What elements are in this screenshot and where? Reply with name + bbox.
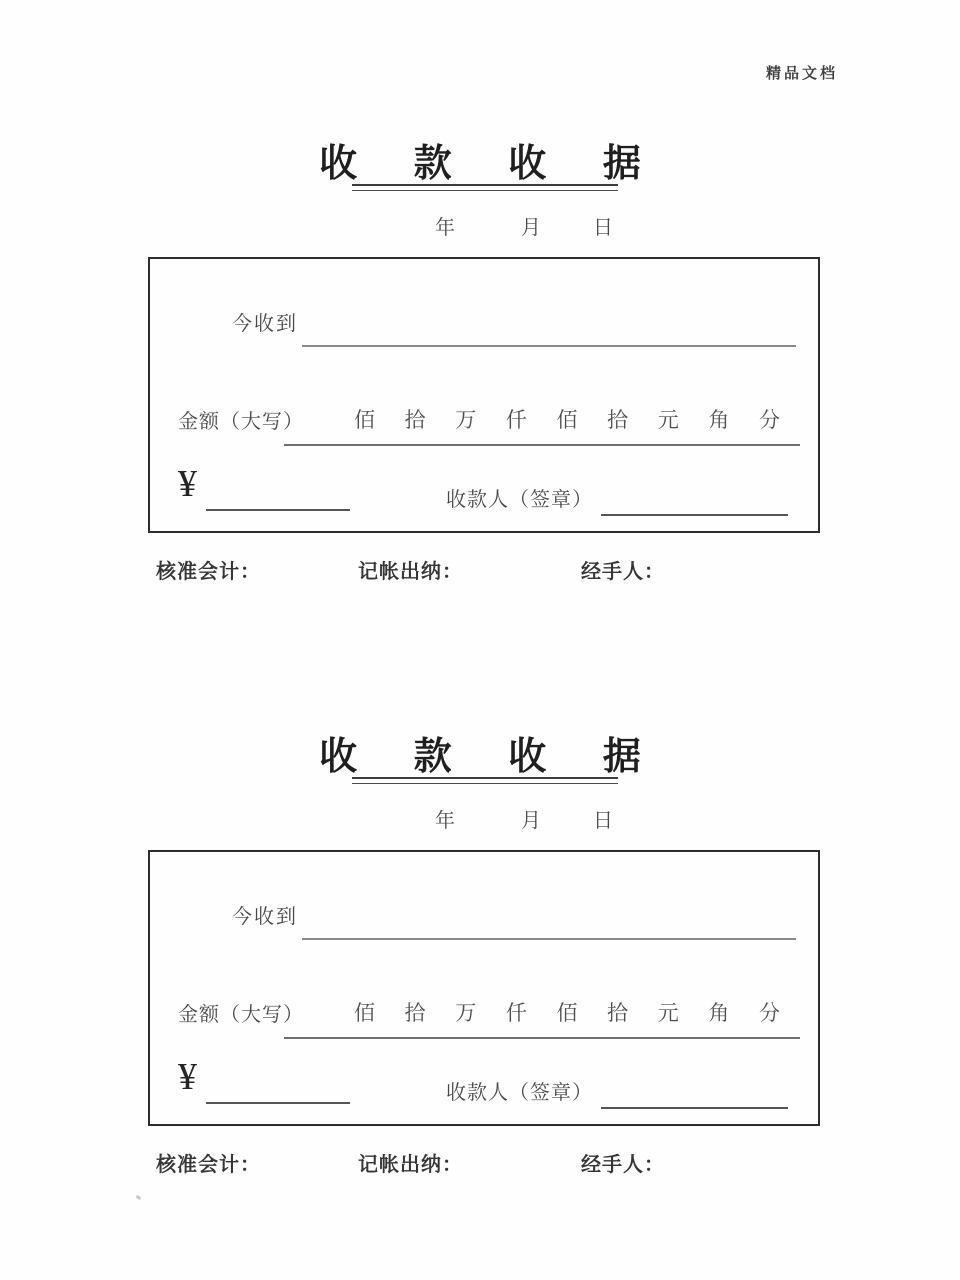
received-from-fill-line	[302, 938, 796, 940]
amount-digit-units	[354, 997, 780, 1027]
signatures-footer-row	[0, 1148, 960, 1176]
bookkeeping-cashier-label: 记帐出纳：	[358, 1154, 463, 1176]
digit-unit-bai2: 佰	[556, 1001, 578, 1025]
digit-unit-shi1: 拾	[404, 1001, 426, 1025]
amount-digit-units	[354, 404, 780, 434]
digit-unit-bai1: 佰	[354, 408, 375, 432]
approving-accountant-label: 核准会计：	[156, 561, 261, 583]
handler-label: 经手人：	[581, 561, 665, 583]
digit-unit-fen: 分	[759, 1001, 780, 1025]
payee-signature-label: 收款人（签章）	[446, 489, 593, 511]
amount-words-fill-line	[284, 1037, 800, 1039]
receipt-section-1	[0, 132, 960, 602]
digit-unit-yuan: 元	[657, 408, 679, 432]
watermark-text: 精品文档	[766, 66, 839, 82]
amount-words-label: 金额（大写）	[178, 411, 304, 433]
handler-label: 经手人：	[581, 1154, 665, 1176]
digit-unit-wan: 万	[455, 1001, 477, 1025]
receipt-title: 收 款 收 据	[319, 143, 665, 185]
date-day-label: 日	[593, 810, 613, 832]
title-double-underline	[352, 777, 618, 784]
digit-unit-qian: 仟	[505, 408, 527, 432]
digit-unit-shi2: 拾	[607, 1001, 629, 1025]
digit-unit-qian: 仟	[505, 1001, 527, 1025]
digit-unit-fen: 分	[759, 408, 780, 432]
currency-yuan-symbol: ¥	[178, 1056, 197, 1098]
digit-unit-yuan: 元	[657, 1001, 679, 1025]
digit-unit-bai2: 佰	[556, 408, 578, 432]
currency-yuan-symbol: ¥	[178, 463, 197, 505]
amount-words-label: 金额（大写）	[178, 1004, 304, 1026]
date-year-label: 年	[435, 810, 455, 832]
receipt-title: 收 款 收 据	[319, 736, 665, 778]
date-row	[0, 804, 960, 830]
approving-accountant-label: 核准会计：	[156, 1154, 261, 1176]
bookkeeping-cashier-label: 记帐出纳：	[358, 561, 463, 583]
digit-unit-jiao: 角	[708, 1001, 730, 1025]
payee-signature-fill-line	[601, 1107, 788, 1109]
payee-signature-label: 收款人（签章）	[446, 1082, 593, 1104]
receipt-box	[148, 850, 820, 1126]
digit-unit-jiao: 角	[708, 408, 730, 432]
title-double-underline	[352, 184, 618, 191]
date-year-label: 年	[435, 217, 455, 239]
digit-unit-shi1: 拾	[404, 408, 426, 432]
received-from-label: 今收到	[232, 313, 298, 335]
amount-figures-fill-line	[206, 1102, 350, 1104]
digit-unit-shi2: 拾	[607, 408, 629, 432]
receipt-box	[148, 257, 820, 533]
amount-words-fill-line	[284, 444, 800, 446]
amount-figures-fill-line	[206, 509, 350, 511]
received-from-fill-line	[302, 345, 796, 347]
received-from-label: 今收到	[232, 906, 298, 928]
date-month-label: 月	[521, 810, 541, 832]
signatures-footer-row	[0, 555, 960, 583]
digit-unit-bai1: 佰	[354, 1001, 375, 1025]
date-day-label: 日	[593, 217, 613, 239]
date-row	[0, 211, 960, 237]
payee-signature-fill-line	[601, 514, 788, 516]
scan-speck-artifact	[136, 1195, 142, 1200]
date-month-label: 月	[521, 217, 541, 239]
digit-unit-wan: 万	[455, 408, 477, 432]
receipt-section-2	[0, 725, 960, 1195]
